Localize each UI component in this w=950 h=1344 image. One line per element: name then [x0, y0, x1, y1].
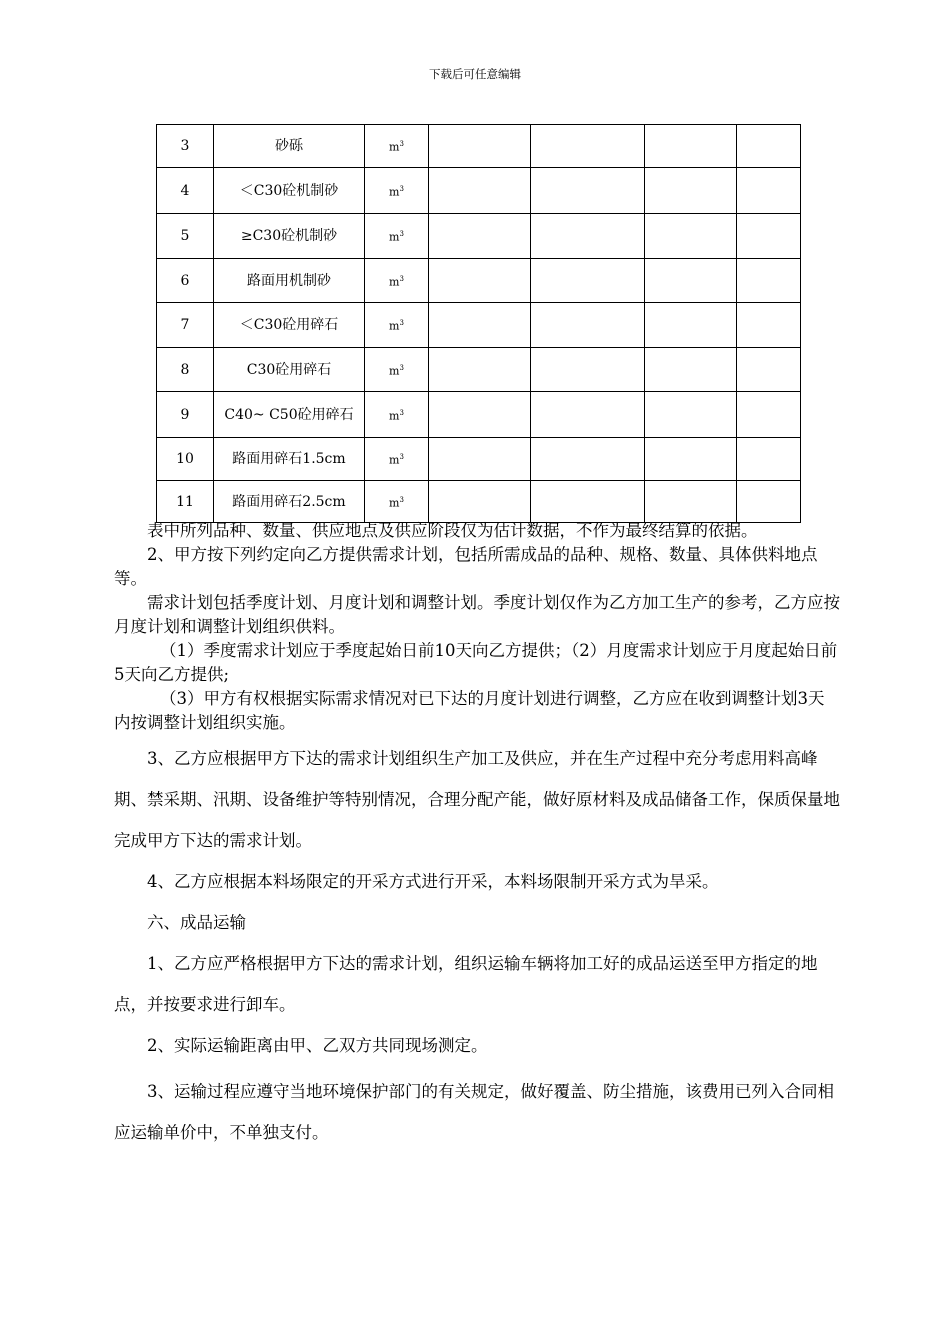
empty-cell: [645, 392, 737, 438]
unit-base: m: [389, 409, 400, 423]
empty-cell: [429, 125, 531, 168]
unit-base: m: [389, 140, 400, 154]
unit-exponent: 3: [399, 495, 404, 504]
unit-cell: [365, 303, 429, 348]
material-name: 路面用碎石2.5cm: [214, 481, 365, 523]
unit-cell: [365, 481, 429, 523]
paragraph: （1）季度需求计划应于季度起始日前10天向乙方提供；（2）月度需求计划应于月度起始日前5天向乙方提供;: [114, 641, 838, 684]
empty-cell: [531, 481, 645, 523]
paragraph: 1、乙方应严格根据甲方下达的需求计划，组织运输车辆将加工好的成品运送至甲方指定的地点，并按要求进行卸车。: [114, 954, 818, 1014]
row-number: 4: [157, 168, 214, 214]
material-name: 路面用碎石1.5cm: [214, 438, 365, 481]
empty-cell: [429, 303, 531, 348]
table-row: [157, 481, 801, 523]
empty-cell: [737, 259, 801, 303]
empty-cell: [645, 438, 737, 481]
material-name: C40~ C50砼用碎石: [214, 392, 365, 438]
table-row: [157, 125, 801, 168]
empty-cell: [645, 125, 737, 168]
unit-exponent: 3: [399, 274, 404, 283]
unit-cell: [365, 438, 429, 481]
empty-cell: [645, 348, 737, 392]
empty-cell: [429, 348, 531, 392]
unit-exponent: 3: [399, 184, 404, 193]
paragraph: 2、甲方按下列约定向乙方提供需求计划，包括所需成品的品种、规格、数量、具体供料地点等。: [114, 545, 818, 588]
unit-base: m: [389, 496, 400, 510]
empty-cell: [429, 481, 531, 523]
table-row: [157, 303, 801, 348]
table-row: [157, 392, 801, 438]
unit-exponent: 3: [399, 230, 404, 239]
row-number: 9: [157, 392, 214, 438]
unit-exponent: 3: [399, 319, 404, 328]
row-number: 10: [157, 438, 214, 481]
empty-cell: [531, 125, 645, 168]
empty-cell: [737, 168, 801, 214]
materials-table: [156, 124, 801, 523]
unit-exponent: 3: [399, 363, 404, 372]
unit-cell: [365, 214, 429, 259]
unit-exponent: 3: [399, 140, 404, 149]
empty-cell: [531, 392, 645, 438]
empty-cell: [737, 438, 801, 481]
table-row: [157, 259, 801, 303]
empty-cell: [429, 259, 531, 303]
unit-cell: [365, 392, 429, 438]
unit-cell: [365, 168, 429, 214]
paragraph: （3）甲方有权根据实际需求情况对已下达的月度计划进行调整，乙方应在收到调整计划3天内按调整计划组织实施。: [114, 689, 825, 732]
empty-cell: [737, 348, 801, 392]
unit-base: m: [389, 453, 400, 467]
empty-cell: [429, 214, 531, 259]
material-name: ≥C30砼机制砂: [214, 214, 365, 259]
empty-cell: [531, 348, 645, 392]
unit-cell: [365, 125, 429, 168]
empty-cell: [429, 438, 531, 481]
paragraph: 3、乙方应根据甲方下达的需求计划组织生产加工及供应，并在生产过程中充分考虑用料高峰期、禁采期、汛期、设备维护等特别情况，合理分配产能，做好原材料及成品储备工作，保质保量地完成甲方下达的需求计划。: [114, 749, 840, 850]
row-number: 11: [157, 481, 214, 523]
material-name: ＜C30砼用碎石: [214, 303, 365, 348]
empty-cell: [531, 438, 645, 481]
empty-cell: [737, 125, 801, 168]
empty-cell: [531, 168, 645, 214]
table-row: [157, 438, 801, 481]
unit-base: m: [389, 364, 400, 378]
document-body: [114, 519, 840, 1153]
table-row: [157, 168, 801, 214]
empty-cell: [531, 214, 645, 259]
paragraph: 3、运输过程应遵守当地环境保护部门的有关规定，做好覆盖、防尘措施，该费用已列入合同相应运输单价中，不单独支付。: [114, 1082, 834, 1142]
unit-cell: [365, 259, 429, 303]
page-header: 下载后可任意编辑: [429, 67, 521, 81]
unit-exponent: 3: [399, 453, 404, 462]
empty-cell: [737, 481, 801, 523]
section-heading: 六、成品运输: [147, 913, 246, 932]
empty-cell: [531, 303, 645, 348]
paragraph: 2、实际运输距离由甲、乙双方共同现场测定。: [147, 1036, 488, 1055]
material-name: C30砼用碎石: [214, 348, 365, 392]
empty-cell: [645, 259, 737, 303]
empty-cell: [645, 214, 737, 259]
table-row: [157, 348, 801, 392]
unit-base: m: [389, 230, 400, 244]
row-number: 3: [157, 125, 214, 168]
empty-cell: [737, 214, 801, 259]
empty-cell: [429, 168, 531, 214]
unit-base: m: [389, 185, 400, 199]
row-number: 6: [157, 259, 214, 303]
paragraph: 表中所列品种、数量、供应地点及供应阶段仅为估计数据，不作为最终结算的依据。: [147, 521, 758, 540]
empty-cell: [737, 392, 801, 438]
empty-cell: [645, 168, 737, 214]
empty-cell: [429, 392, 531, 438]
empty-cell: [531, 259, 645, 303]
unit-cell: [365, 348, 429, 392]
row-number: 7: [157, 303, 214, 348]
paragraph: 需求计划包括季度计划、月度计划和调整计划。季度计划仅作为乙方加工生产的参考，乙方应按月度计划和调整计划组织供料。: [114, 593, 840, 636]
row-number: 5: [157, 214, 214, 259]
unit-exponent: 3: [399, 408, 404, 417]
row-number: 8: [157, 348, 214, 392]
material-name: 路面用机制砂: [214, 259, 365, 303]
empty-cell: [645, 481, 737, 523]
table-row: [157, 214, 801, 259]
material-name: 砂砾: [214, 125, 365, 168]
material-name: ＜C30砼机制砂: [214, 168, 365, 214]
unit-base: m: [389, 275, 400, 289]
unit-base: m: [389, 319, 400, 333]
paragraph: 4、乙方应根据本料场限定的开采方式进行开采，本料场限制开采方式为旱采。: [147, 872, 719, 891]
empty-cell: [737, 303, 801, 348]
empty-cell: [645, 303, 737, 348]
